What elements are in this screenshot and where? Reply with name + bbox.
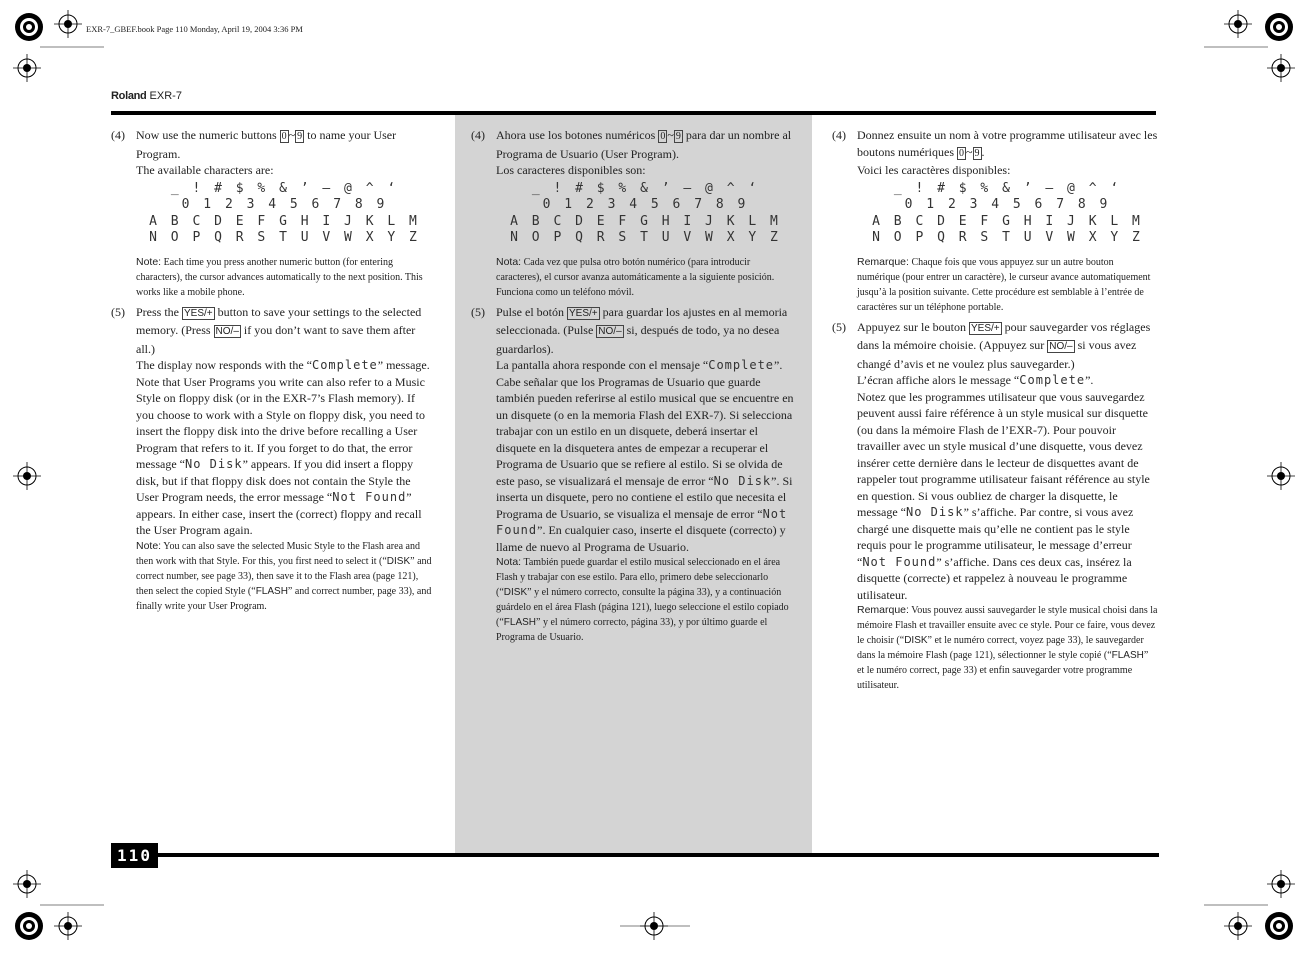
key-no: NO/–: [1049, 341, 1073, 352]
key-no: NO/–: [215, 326, 239, 337]
step-5: (5) Appuyez sur le bouton YES/+ pour sauvegarder vos réglages dans la mémoire choisie. (Appuyez sur NO/– si vous avez changé d’avis et ne voulez plus sauvegarder.): [832, 319, 1151, 371]
registration-mark-icon: [13, 54, 41, 82]
note-2: Nota: También puede guardar el estilo musical seleccionado en el área Flash y trabajar con ese estilo. Para ello, primero debe seleccionarlo (“DISK” y el número correcto, consulte la página 33), y a continuación guárdelo en el área Flash (página 121), luego seleccione el estilo copiado (“FLASH” y el número correcto, página 33), y por último guarde el Programa de Usuario.: [496, 556, 789, 643]
paragraph-1: L’écran affiche alors le message “Complete”.: [857, 373, 1094, 387]
note-2: Note: You can also save the selected Music Style to the Flash area and then work with that Style. For this, you first need to select it (“DISK” and correct number, see page 33), then save it to the Flash area (page 121), then select the copied Style (“FLASH” and correct number, page 33), and finally write your User Program.: [136, 539, 432, 612]
registration-mark-icon: [13, 870, 41, 898]
note-1: Remarque: Chaque fois que vous appuyez sur un autre bouton numérique (pour entrer un caractère), le curseur avance automatiquement jusqu’à la position suivante. Cette procédure est semblable à l’entrée de caractères sur un téléphone portable.: [857, 255, 1151, 313]
step-4: (4) Donnez ensuite un nom à votre programme utilisateur avec les boutons numériques 0 ~ 9 . Voici les caractères disponibles:: [832, 128, 1158, 177]
paragraph-2: Notez que les programmes utilisateur que vous sauvegardez peuvent aussi faire référence à un style musical sur disquette (ou dans la mémoire Flash de l’EXR-7). Pour pouvoir travailler avec un style musical d’une disquette, vous devez insérer cette dernière dans le lecteur de disquettes avant de rappeler tout programme utilisateur faisant référence au style en question. Si vous oubliez de charger la disquette, le message “No Disk” s’affiche. Par contre, si vous avez chargé une disquette mais qu’elle ne contient pas le style requis pour le programme utilisateur, le message d’erreur “Not Found” s’affiche. Dans ces deux cas, insérez la disquette (correcte) et rappelez à nouveau le programme utilisateur.: [857, 389, 1150, 602]
note-1: Note: Each time you press another numeric button (for entering characters), the cursor advances automatically to the next position. This works like a mobile phone.: [136, 255, 423, 298]
registration-star-icon: [1265, 13, 1293, 41]
key-yes: YES/+: [569, 307, 598, 319]
note-2: Remarque: Vous pouvez aussi sauvegarder le style musical choisi dans la mémoire Flash et travailler ensuite avec ce style. Pour ce faire, vous devez le choisir (“DISK” et le numéro correct, voyez page 33), le sauvegarder dans la mémoire Flash (page 121), sélectionner le style copié (“FLASH” et le numéro correct, page 33) et enfin sauvegarder votre programme utilisateur.: [857, 604, 1158, 691]
registration-star-icon: [1265, 912, 1293, 940]
key-0: 0: [660, 131, 666, 142]
registration-mark-icon: [1267, 462, 1295, 490]
spanish-column: [471, 127, 795, 645]
key-0: 0: [959, 147, 964, 159]
registration-mark-icon: [1224, 10, 1252, 38]
registration-mark-icon: [1267, 54, 1295, 82]
lcd-character-table: _ ! # $ % & ’ – @ ^ ‘ 0 1 2 3 4 5 6 7 8 9 A B C D E F G H I J K L M N O P Q R S T U V W X Y Z: [510, 180, 781, 245]
note-1: Nota: Cada vez que pulsa otro botón numérico (para introducir caracteres), el cursor avanza automáticamente a la siguiente posición. Funciona como un teléfono móvil.: [496, 255, 775, 298]
key-yes: YES/+: [970, 322, 1000, 334]
step-4: (4) Ahora use los botones numéricos 0 ~ 9 para dar un nombre al Programa de Usuario (User Program). Los caracteres disponibles son:: [471, 128, 792, 177]
paragraph-2: Cabe señalar que los Programas de Usuario que guarde también pueden referirse al estilo musical que se encuentre en un disquete (o en la memoria Flash del EXR-7). Si selecciona trabajar con un estilo en un disquete, deberá insertar el disquete en la disquetera antes de empezar a recuperar el Programa de Usuario que se refiere al estilo. Si se olvida de este paso, se visualizará el mensaje de error “No Disk”. Si inserta un disquete, pero no contiene el estilo que necesita el Programa de Usuario, se visualiza el mensaje de error “Not Found”. En cualquier caso, inserte el disquete (correcto) y llame de nuevo al Programa de Usuario.: [496, 374, 794, 554]
step-5: (5) Pulse el botón YES/+ para guardar los ajustes en al memoria seleccionada. (Pulse NO/– si, después de todo, ya no desea guardarlos).: [471, 304, 788, 356]
registration-mark-icon: [13, 462, 41, 490]
registration-mark-icon: [1267, 870, 1295, 898]
running-header: [111, 90, 182, 102]
paragraph-1: The display now responds with the “Complete” message.: [136, 358, 430, 372]
page-number: 110: [111, 843, 158, 868]
lcd-character-table: _ ! # $ % & ’ – @ ^ ‘ 0 1 2 3 4 5 6 7 8 9 A B C D E F G H I J K L M N O P Q R S T U V W X Y Z: [872, 180, 1143, 245]
key-no: NO/–: [598, 326, 622, 337]
english-column: [111, 127, 433, 614]
lcd-character-table: _ ! # $ % & ’ – @ ^ ‘ 0 1 2 3 4 5 6 7 8 9 A B C D E F G H I J K L M N O P Q R S T U V W X Y Z: [149, 180, 420, 245]
key-9: 9: [675, 131, 681, 142]
paragraph-2: Note that User Programs you write can also refer to a Music Style on floppy disk (or in the EXR-7’s Flash memory). If you choose to work with a Style on floppy disk, you need to insert the floppy disk into the drive before recalling a User Program that refers to it. If you forget to do that, the error message “No Disk” appears. If you did insert a floppy disk, but if that floppy disk does not contain the Style the User Program needs, the error message “Not Found” appears. In either case, insert the (correct) floppy and recall the User Program again.: [136, 374, 425, 537]
registration-star-icon: [15, 912, 43, 940]
footer-rule: [156, 853, 1159, 857]
model-name: EXR-7: [149, 90, 182, 102]
key-yes: YES/+: [184, 307, 213, 319]
step-4: (4) Now use the numeric buttons 0 ~ 9 to name your User Program. The available characters are:: [111, 128, 397, 177]
brand-logo: Roland: [111, 90, 147, 102]
registration-star-icon: [15, 13, 43, 41]
key-9: 9: [974, 147, 980, 159]
step-5: (5) Press the YES/+ button to save your settings to the selected memory. (Press NO/– if you don’t want to save them after all.): [111, 304, 422, 356]
key-0: 0: [281, 131, 287, 142]
registration-mark-icon: [1224, 912, 1252, 940]
registration-mark-icon: [54, 10, 82, 38]
key-9: 9: [297, 131, 303, 142]
file-header: EXR-7_GBEF.book Page 110 Monday, April 19, 2004 3:36 PM: [86, 24, 303, 34]
registration-mark-icon: [54, 912, 82, 940]
paragraph-1: La pantalla ahora responde con el mensaje “Complete”.: [496, 358, 783, 372]
french-column: [832, 127, 1158, 693]
